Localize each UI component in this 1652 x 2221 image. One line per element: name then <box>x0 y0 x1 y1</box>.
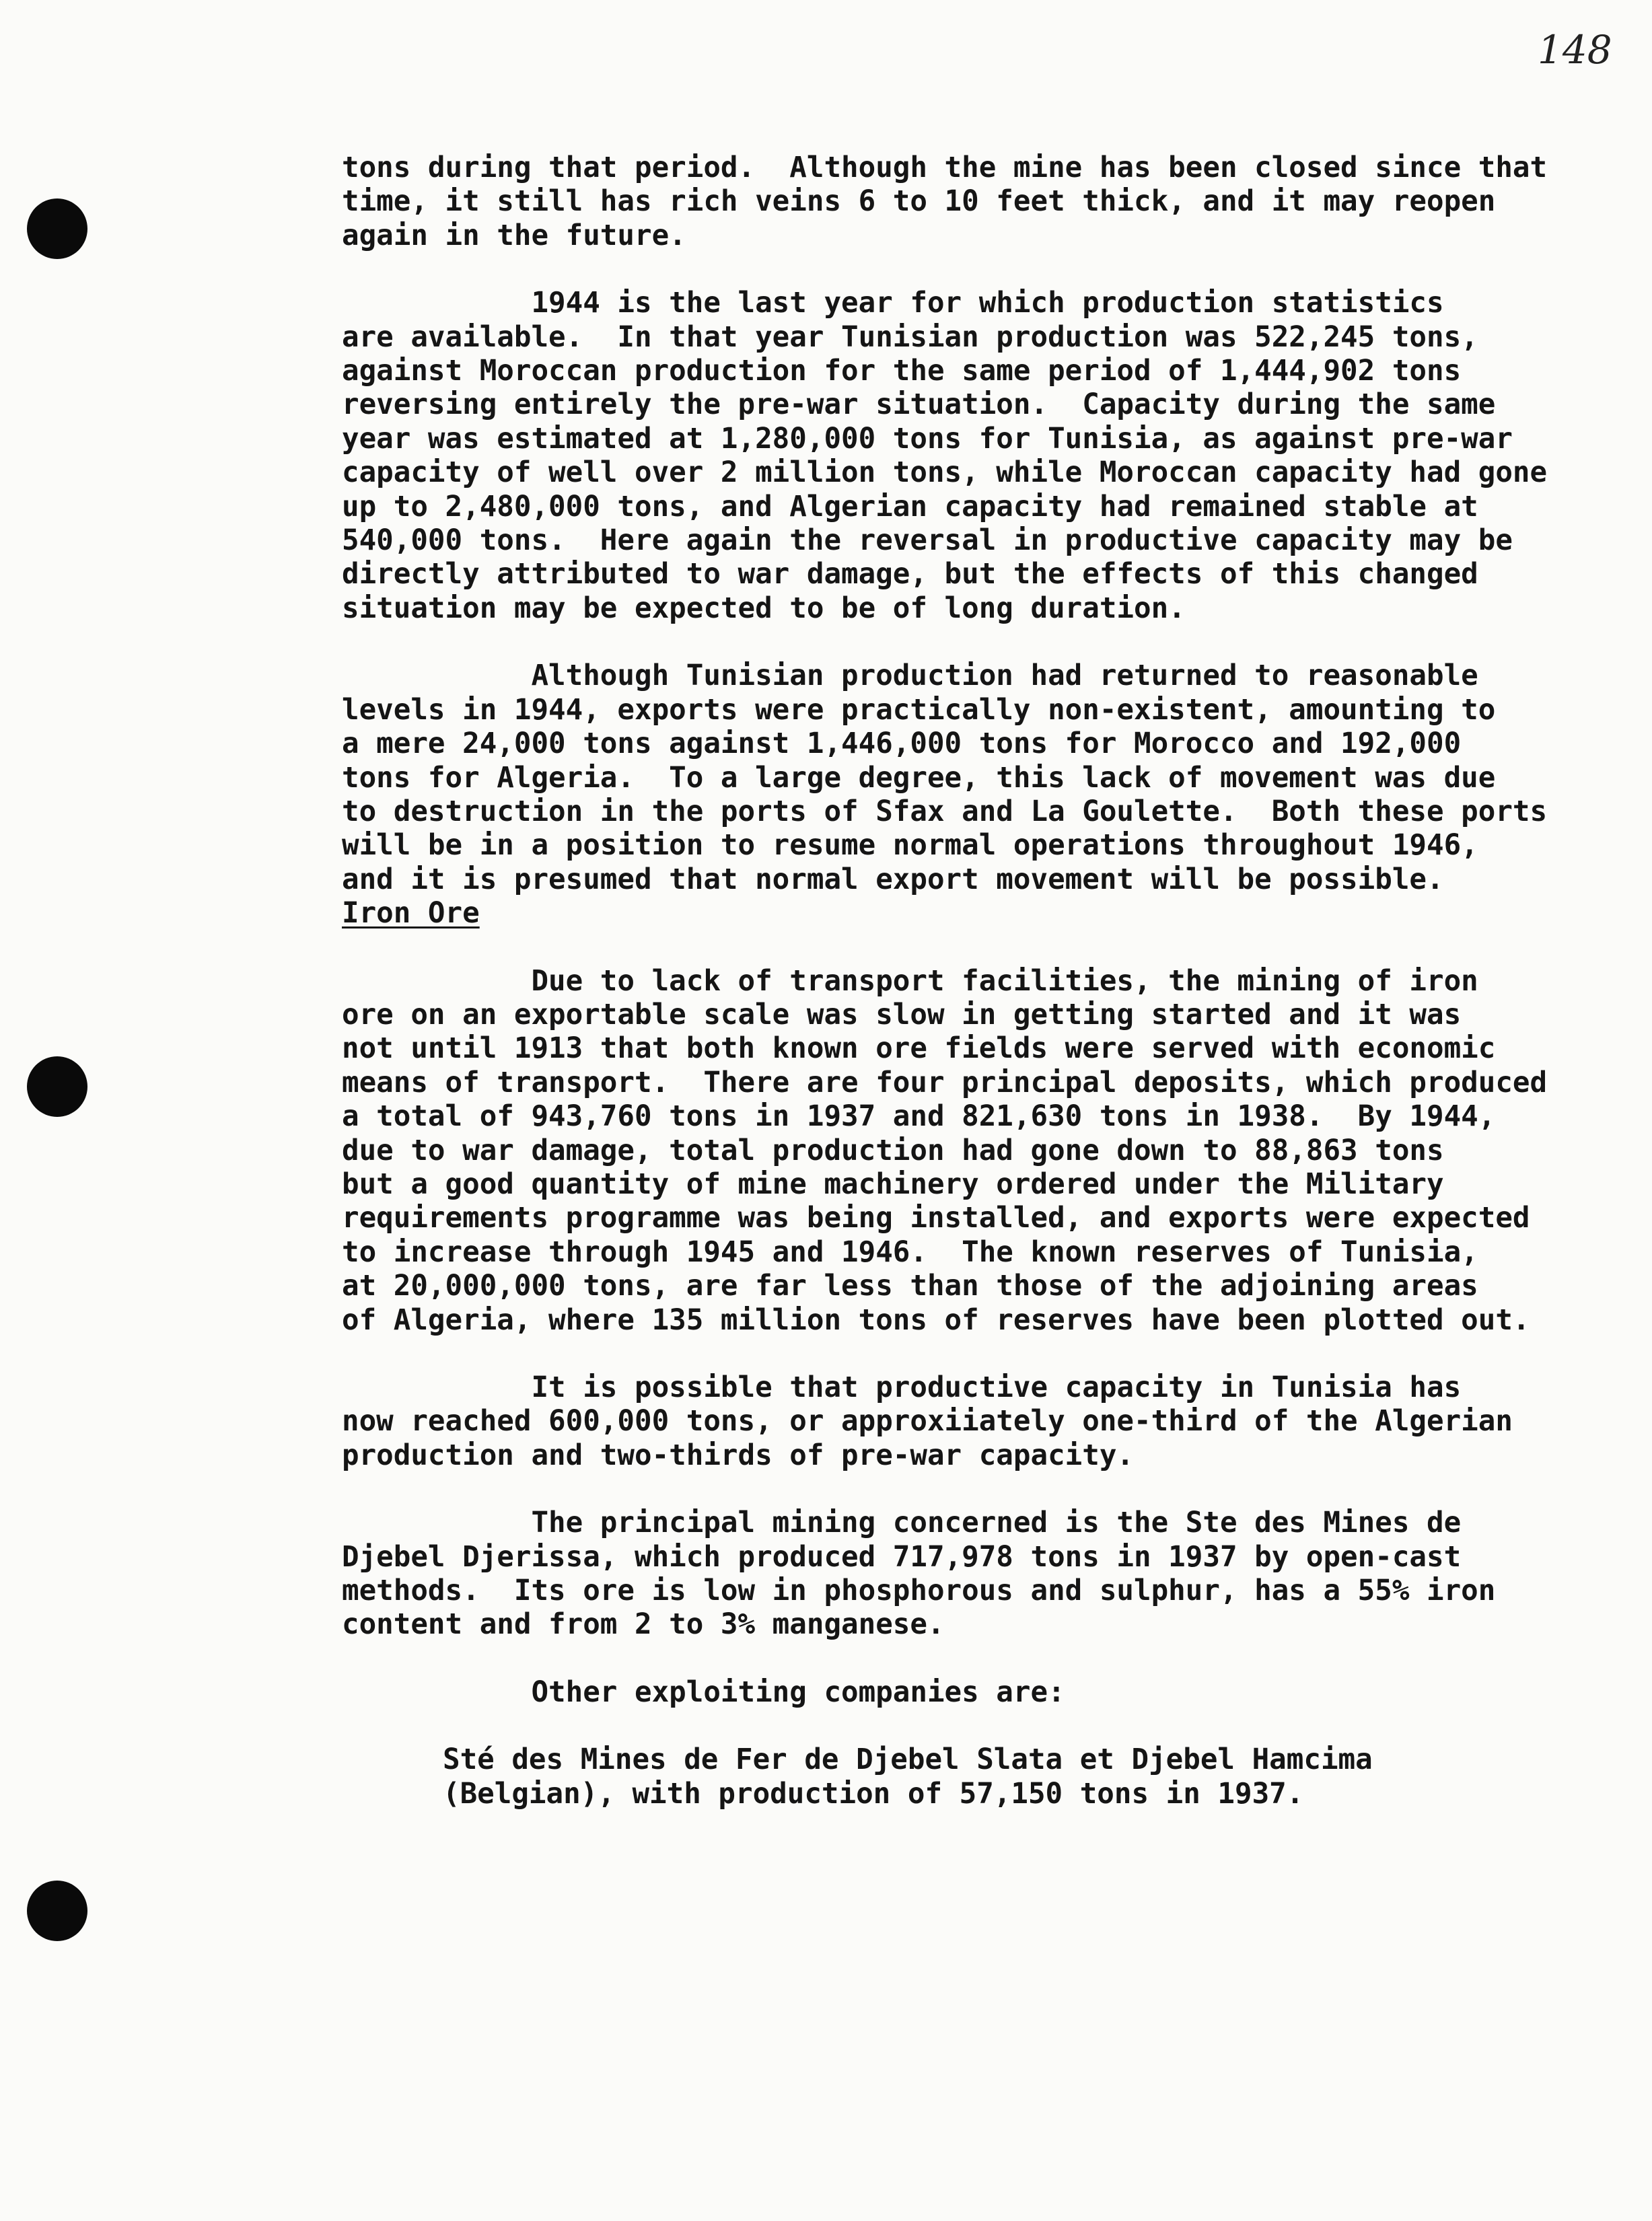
paragraph-iron-ore-transport: Due to lack of transport facilities, the mining of iron ore on an exportable scale was slow in getting started and it was not until 1913 that both known ore fields were served with economic means of transport. There are four principal deposits, which produced a total of 943,760 tons in 1937 and 821,630 tons in 1938. By 1944, due to war damage, total production had gone down to 88,863 tons but a good quantity of mine machinery ordered under the Military requirements programme was being installed, and exports were expected to increase through 1945 and 1946. The known reserves of Tunisia, at 20,000,000 tons, are far less than those of the adjoining areas of Algeria, where 135 million tons of reserves have been plotted out. <box>342 964 1548 1337</box>
punch-hole <box>27 198 87 259</box>
punch-hole <box>27 1056 87 1117</box>
paragraph-exports: Although Tunisian production had returned to reasonable levels in 1944, exports were practically non-existent, amounting to a mere 24,000 tons against 1,446,000 tons for Morocco and 192,000 tons for Algeria. To a large degree, this lack of movement was due to destruction in the ports of Sfax and La Goulette. Both these ports will be in a position to resume normal operations throughout 1946, and it is presumed that normal export movement will be possible. <box>342 659 1548 896</box>
paragraph-production-1944: 1944 is the last year for which production statistics are available. In that year Tunisian production was 522,245 tons, against Moroccan production for the same period of 1,444,902 tons reversing entirely the pre-war situation. Capacity during the same year was estimated at 1,280,000 tons for Tunisia, as against pre-war capacity of well over 2 million tons, while Moroccan capacity had gone up to 2,480,000 tons, and Algerian capacity had remained stable at 540,000 tons. Here again the reversal in productive capacity may be directly attributed to war damage, but the effects of this changed situation may be expected to be of long duration. <box>342 287 1548 625</box>
document-body <box>342 151 1593 1811</box>
page-number: 148 <box>1538 27 1612 73</box>
paragraph-continuation: tons during that period. Although the mine has been closed since that time, it still has rich veins 6 to 10 feet thick, and it may reopen again in the future. <box>342 151 1548 252</box>
section-heading-iron-ore: Iron Ore <box>342 897 480 931</box>
paragraph-principal-concern: The principal mining concerned is the Ste des Mines de Djebel Djerissa, which produced 717,978 tons in 1937 by open-cast methods. Its ore is low in phosphorous and sulphur, has a 55% iron content and from 2 to 3% manganese. <box>342 1506 1496 1642</box>
paragraph-productive-capacity: It is possible that productive capacity in Tunisia has now reached 600,000 tons, or approxiiately one-third of the Algerian production and two-thirds of pre-war capacity. <box>342 1371 1513 1472</box>
paragraph-other-companies: Other exploiting companies are: <box>342 1675 1065 1709</box>
company-list-item: Sté des Mines de Fer de Djebel Slata et Djebel Hamcima (Belgian), with production of 57,150 tons in 1937. <box>443 1743 1373 1811</box>
punch-hole <box>27 1881 87 1941</box>
